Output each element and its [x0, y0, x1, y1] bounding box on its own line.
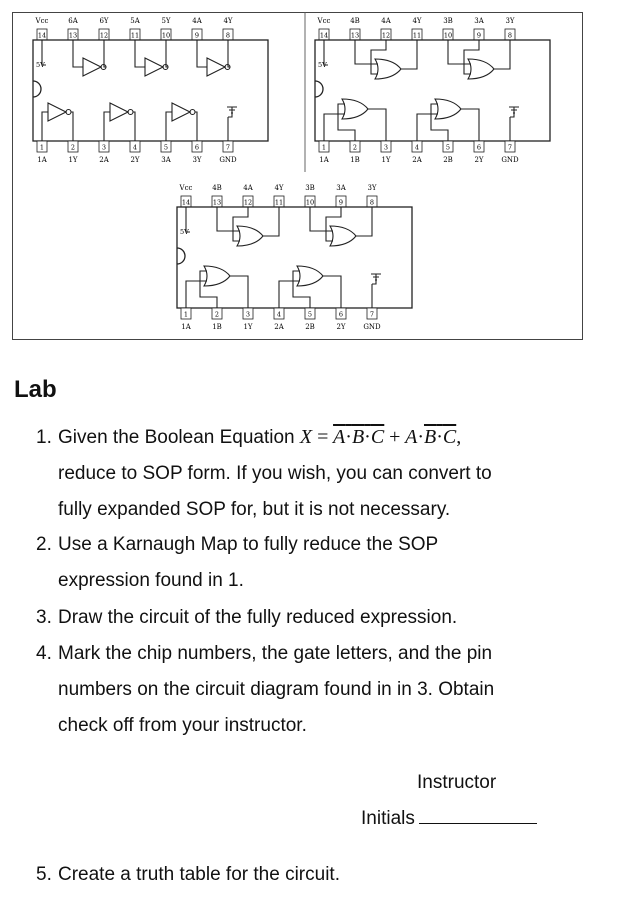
eq-term-1 — [333, 426, 384, 448]
bottom-label-5: 2B — [443, 156, 453, 164]
t1-b: B — [351, 426, 365, 448]
top-pin-11: 11 — [130, 31, 140, 40]
bottom-label-3: 1Y — [243, 323, 253, 331]
item-2-number: 2. — [36, 534, 52, 555]
item-1-line-3: fully expanded SOP for, but it is not necessary. — [58, 499, 451, 520]
top-label-11: 5A — [130, 17, 140, 25]
item-4-line-2: numbers on the circuit diagram found in in 3. Obtain — [58, 679, 495, 700]
bottom-label-5: 2B — [305, 323, 315, 331]
eq-comma: , — [456, 426, 462, 448]
bottom-pin-7: 7 — [225, 143, 231, 152]
eq-equals: = — [317, 426, 329, 448]
bottom-label-4: 2Y — [130, 156, 140, 164]
t1-a: A — [333, 426, 346, 448]
item-3-line-1: Draw the circuit of the fully reduced expression. — [58, 607, 458, 628]
t2-c: C — [442, 426, 457, 448]
top-pin-11: 11 — [274, 198, 284, 207]
top-pin-8: 8 — [225, 31, 231, 40]
bottom-pin-6: 6 — [194, 143, 200, 152]
instructor-label: Instructor — [417, 772, 497, 793]
bottom-pin-1: 1 — [39, 143, 45, 152]
chip-body — [315, 40, 550, 141]
item-2-line-1: Use a Karnaugh Map to fully reduce the SOP — [58, 534, 439, 555]
bottom-label-7: GND — [501, 156, 519, 164]
t2-b: B — [423, 426, 437, 448]
top-label-14: Vcc — [35, 17, 49, 25]
bottom-pin-1: 1 — [183, 310, 189, 319]
lab-item-1 — [36, 419, 606, 528]
t2-dot1: · — [417, 426, 424, 448]
top-pin-13: 13 — [212, 198, 222, 207]
bottom-label-5: 3A — [161, 156, 171, 164]
bottom-label-6: 2Y — [336, 323, 346, 331]
bottom-pin-3: 3 — [383, 143, 389, 152]
bottom-label-2: 1B — [350, 156, 360, 164]
bottom-label-7: GND — [219, 156, 237, 164]
top-pin-14: 14 — [319, 31, 329, 40]
bottom-pin-3: 3 — [245, 310, 251, 319]
lab-heading: Lab — [14, 376, 57, 403]
item-5-number: 5. — [36, 864, 52, 885]
top-pin-8: 8 — [507, 31, 513, 40]
top-label-14: Vcc — [179, 184, 193, 192]
bottom-pin-7: 7 — [369, 310, 375, 319]
top-label-12: 6Y — [99, 17, 109, 25]
bottom-pin-5: 5 — [163, 143, 169, 152]
top-label-13: 4B — [212, 184, 222, 192]
eq-lhs: X — [299, 426, 313, 448]
top-label-12: 4A — [243, 184, 253, 192]
bottom-label-1: 1A — [181, 323, 191, 331]
lab-item-2 — [36, 527, 606, 599]
initials-label: Initials — [361, 808, 415, 829]
top-pin-13: 13 — [350, 31, 360, 40]
supply-label: 5V — [36, 61, 45, 69]
bottom-pin-1: 1 — [321, 143, 327, 152]
bottom-pin-3: 3 — [101, 143, 107, 152]
chip-body — [177, 207, 412, 308]
item-4-number: 4. — [36, 643, 52, 664]
bottom-label-2: 1B — [212, 323, 222, 331]
supply-label: 5V — [180, 228, 189, 236]
lab-item-3 — [36, 600, 606, 636]
bottom-label-3: 1Y — [381, 156, 391, 164]
top-pin-12: 12 — [99, 31, 109, 40]
top-label-14: Vcc — [317, 17, 331, 25]
top-label-8: 3Y — [367, 184, 377, 192]
bottom-label-6: 2Y — [474, 156, 484, 164]
bottom-label-4: 2A — [274, 323, 284, 331]
top-pin-10: 10 — [443, 31, 453, 40]
top-label-13: 4B — [350, 17, 360, 25]
bottom-label-2: 1Y — [68, 156, 78, 164]
top-pin-13: 13 — [68, 31, 78, 40]
t1-dot1: · — [345, 426, 352, 448]
eq-term-2-bar — [424, 426, 456, 448]
item-5-line-1: Create a truth table for the circuit. — [58, 864, 340, 885]
top-label-11: 4Y — [274, 184, 284, 192]
t1-dot2: · — [364, 426, 371, 448]
ic-pinout-figure — [12, 12, 583, 340]
top-label-13: 6A — [68, 17, 78, 25]
top-label-10: 3B — [305, 184, 315, 192]
top-label-9: 4A — [192, 17, 202, 25]
top-pin-12: 12 — [381, 31, 391, 40]
lab-item-5 — [36, 857, 606, 893]
item-4-line-3: check off from your instructor. — [58, 715, 307, 736]
top-pin-10: 10 — [161, 31, 171, 40]
bottom-pin-2: 2 — [352, 143, 358, 152]
bottom-pin-6: 6 — [476, 143, 482, 152]
bottom-label-3: 2A — [99, 156, 109, 164]
top-pin-14: 14 — [37, 31, 47, 40]
top-label-10: 3B — [443, 17, 453, 25]
t2-dot2: · — [436, 426, 443, 448]
top-label-10: 5Y — [161, 17, 171, 25]
eq-plus: + — [389, 426, 401, 448]
bottom-pin-4: 4 — [414, 143, 420, 152]
item-1-number: 1. — [36, 427, 52, 448]
top-label-12: 4A — [381, 17, 391, 25]
bottom-pin-4: 4 — [132, 143, 138, 152]
item-4-line-1: Mark the chip numbers, the gate letters, and the pin — [58, 643, 493, 664]
top-pin-9: 9 — [338, 198, 344, 207]
initials-field — [361, 807, 537, 830]
bottom-label-7: GND — [363, 323, 381, 331]
top-pin-9: 9 — [194, 31, 200, 40]
item-1-line-2: reduce to SOP form. If you wish, you can convert to — [58, 463, 492, 484]
bottom-label-1: 1A — [37, 156, 47, 164]
bottom-label-4: 2A — [412, 156, 422, 164]
supply-label: 5V — [318, 61, 327, 69]
top-pin-11: 11 — [412, 31, 422, 40]
top-pin-12: 12 — [243, 198, 253, 207]
bottom-pin-5: 5 — [307, 310, 313, 319]
top-label-9: 3A — [474, 17, 484, 25]
top-label-9: 3A — [336, 184, 346, 192]
bottom-pin-5: 5 — [445, 143, 451, 152]
boolean-equation — [300, 426, 461, 448]
chip-body — [33, 40, 268, 141]
top-pin-14: 14 — [181, 198, 191, 207]
bottom-label-1: 1A — [319, 156, 329, 164]
bottom-pin-7: 7 — [507, 143, 513, 152]
bottom-pin-2: 2 — [70, 143, 76, 152]
item-2-line-2: expression found in 1. — [58, 570, 244, 591]
top-label-8: 3Y — [505, 17, 515, 25]
bottom-pin-4: 4 — [276, 310, 282, 319]
lab-item-4 — [36, 636, 606, 744]
item-3-number: 3. — [36, 607, 52, 628]
initials-blank-line[interactable] — [419, 807, 537, 824]
top-label-8: 4Y — [223, 17, 233, 25]
bottom-label-6: 3Y — [192, 156, 202, 164]
top-label-11: 4Y — [412, 17, 422, 25]
item-1-prefix: Given the Boolean Equation — [58, 427, 295, 448]
bottom-pin-2: 2 — [214, 310, 220, 319]
t2-a: A — [405, 426, 418, 448]
top-pin-9: 9 — [476, 31, 482, 40]
top-pin-10: 10 — [305, 198, 315, 207]
t1-c: C — [370, 426, 385, 448]
top-pin-8: 8 — [369, 198, 375, 207]
bottom-pin-6: 6 — [338, 310, 344, 319]
